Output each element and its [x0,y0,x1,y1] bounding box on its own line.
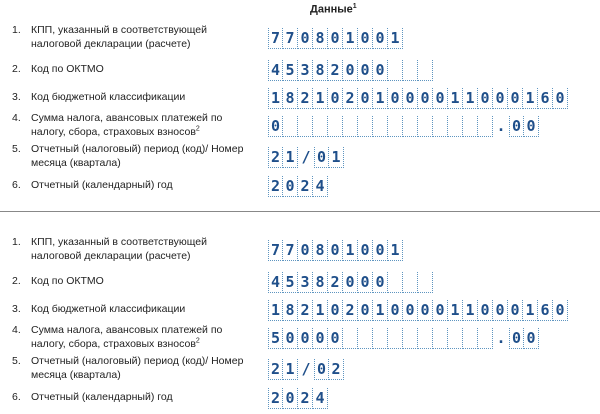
row-label [31,90,256,104]
period-cell[interactable]: 1 [283,147,298,168]
period-cell[interactable]: 1 [329,147,344,168]
tax-amount-cell[interactable] [358,116,373,137]
kbk-cell[interactable]: 1 [313,88,328,109]
tax-amount-cell[interactable] [433,328,448,349]
kpp-cell[interactable]: 7 [283,28,298,49]
period-cell[interactable]: 0 [314,147,329,168]
year-cell[interactable]: 4 [313,388,328,409]
tax-amount-cell[interactable] [298,116,313,137]
year-cell[interactable]: 2 [298,388,313,409]
year-cell[interactable]: 4 [313,176,328,197]
form-row-kbk [0,296,600,326]
oktmo-cell[interactable]: 4 [268,60,283,81]
tax-amount-cell[interactable] [388,116,403,137]
tax-amount-cell[interactable] [328,116,343,137]
period-cell[interactable]: 0 [314,359,329,380]
tax-amount-cell[interactable] [373,328,388,349]
row-label [31,354,256,382]
data-column-header [310,3,357,16]
row-label [31,62,256,76]
row-number: 3. [12,91,21,103]
kbk-cell[interactable]: 0 [388,300,403,321]
oktmo-cell[interactable] [403,60,418,81]
form-row-kpp [0,24,600,54]
row-label-text: Отчетный (налоговый) период (код)/ Номер месяца (квартала) [31,355,244,381]
row-label [31,178,256,192]
kpp-cell[interactable]: 7 [268,28,283,49]
form-row-year [0,172,600,202]
kbk-cell[interactable]: 1 [268,300,283,321]
row-label-text: Код бюджетной классификации [31,303,186,315]
kbk-cell[interactable]: 1 [313,300,328,321]
section-divider [0,211,600,212]
form-row-period [0,143,600,173]
kbk-cell[interactable]: 8 [283,300,298,321]
oktmo-cell[interactable]: 0 [358,272,373,293]
kpp-cell[interactable]: 7 [283,240,298,261]
oktmo-cell[interactable] [418,272,433,293]
kbk-cell[interactable]: 0 [433,88,448,109]
row-number: 2. [12,275,21,287]
kbk-cell[interactable]: 1 [268,88,283,109]
cell-separator: / [301,148,311,166]
form-row-kbk [0,84,600,114]
kbk-cell[interactable]: 0 [418,88,433,109]
tax-amount-cell[interactable] [313,116,328,137]
tax-amount-cell[interactable]: 0 [509,116,524,137]
row-label-text: КПП, указанный в соответствующей налоговой декларации (расчете) [31,236,207,262]
kbk-cell[interactable]: 0 [553,88,568,109]
row-number: 4. [12,112,21,124]
kpp-cell[interactable]: 1 [343,28,358,49]
tax-amount-cell[interactable]: 0 [328,328,343,349]
kbk-cell[interactable]: 0 [403,88,418,109]
year-cells [268,173,328,197]
tax-amount-cell[interactable] [343,116,358,137]
tax-amount-cell[interactable] [418,116,433,137]
tax-amount-cell[interactable]: 0 [268,116,283,137]
oktmo-cells [268,269,433,293]
kbk-cell[interactable]: 0 [508,88,523,109]
kbk-cell[interactable]: 0 [358,300,373,321]
form-row-year [0,384,600,414]
kbk-cell[interactable]: 0 [358,88,373,109]
tax-amount-cell[interactable]: 0 [283,328,298,349]
kpp-cell[interactable]: 8 [313,240,328,261]
period-cells [268,144,344,168]
kbk-cell[interactable]: 0 [508,300,523,321]
oktmo-cell[interactable]: 0 [343,272,358,293]
kpp-cell[interactable]: 0 [328,28,343,49]
kbk-cell[interactable]: 0 [493,88,508,109]
kbk-cell[interactable]: 0 [328,300,343,321]
oktmo-cell[interactable]: 3 [298,272,313,293]
kpp-cell[interactable]: 7 [268,240,283,261]
year-cells [268,385,328,409]
row-number: 5. [12,143,21,155]
row-label [31,142,256,170]
tax-amount-cell[interactable]: 0 [313,328,328,349]
oktmo-cell[interactable]: 3 [298,60,313,81]
kbk-cell[interactable]: 1 [523,88,538,109]
kbk-cell[interactable]: 0 [388,88,403,109]
row-label-text: Код бюджетной классификации [31,91,186,103]
row-number: 3. [12,303,21,315]
tax-amount-cell[interactable] [478,116,493,137]
row-number: 6. [12,391,21,403]
period-cell[interactable]: 2 [268,147,283,168]
kbk-cell[interactable]: 1 [448,88,463,109]
oktmo-cell[interactable] [418,60,433,81]
tax-amount-cell[interactable]: 0 [524,116,539,137]
tax-amount-cell[interactable] [448,328,463,349]
kbk-cell[interactable]: 0 [418,300,433,321]
kpp-cells [268,237,403,261]
tax-amount-cell[interactable] [478,328,493,349]
kbk-cell[interactable]: 0 [433,300,448,321]
kpp-cell[interactable]: 0 [298,240,313,261]
year-cell[interactable]: 2 [268,176,283,197]
period-cell[interactable]: 2 [268,359,283,380]
row-label-text: Сумма налога, авансовых платежей по налогу, сбора, страховых взносов [31,324,223,350]
year-cell[interactable]: 2 [268,388,283,409]
kpp-cell[interactable]: 1 [388,28,403,49]
kbk-cell[interactable]: 0 [493,300,508,321]
kpp-cell[interactable]: 1 [343,240,358,261]
oktmo-cell[interactable] [403,272,418,293]
oktmo-cell[interactable]: 0 [358,60,373,81]
tax-amount-cell[interactable] [448,116,463,137]
data-column-title: Данные [310,3,353,16]
year-cell[interactable]: 2 [298,176,313,197]
tax-amount-cells [268,113,539,137]
kpp-cell[interactable]: 0 [328,240,343,261]
row-label [31,235,256,263]
row-label-text: Код по ОКТМО [31,275,104,287]
form-row-tax-amount [0,112,600,142]
kbk-cell[interactable]: 1 [523,300,538,321]
kbk-cell[interactable]: 2 [298,88,313,109]
kbk-cell[interactable]: 2 [343,88,358,109]
form-row-tax-amount [0,324,600,354]
oktmo-cell[interactable]: 8 [313,272,328,293]
row-label-text: Отчетный (налоговый) период (код)/ Номер месяца (квартала) [31,143,244,169]
oktmo-cell[interactable]: 0 [343,60,358,81]
oktmo-cell[interactable]: 8 [313,60,328,81]
kbk-cell[interactable]: 6 [538,88,553,109]
kpp-cell[interactable]: 1 [388,240,403,261]
footnote-mark: 2 [195,125,200,133]
form-row-oktmo [0,56,600,86]
oktmo-cell[interactable]: 4 [268,272,283,293]
year-cell[interactable]: 0 [283,388,298,409]
tax-amount-cell[interactable] [403,328,418,349]
form-row-oktmo [0,268,600,298]
kbk-cell[interactable]: 0 [328,88,343,109]
oktmo-cell[interactable]: 2 [328,272,343,293]
oktmo-cell[interactable] [388,60,403,81]
tax-amount-cell[interactable]: 5 [268,328,283,349]
kbk-cell[interactable]: 0 [553,300,568,321]
kbk-cell[interactable]: 0 [478,88,493,109]
row-number: 1. [12,236,21,248]
period-cell[interactable]: 2 [329,359,344,380]
kbk-cell[interactable]: 1 [463,88,478,109]
tax-amount-cell[interactable]: 0 [509,328,524,349]
data-column-footnote-mark: 1 [352,3,357,10]
footnote-mark: 2 [195,337,200,345]
cell-separator: / [301,360,311,378]
period-cell[interactable]: 1 [283,359,298,380]
oktmo-cell[interactable]: 2 [328,60,343,81]
tax-amount-cell[interactable] [373,116,388,137]
kpp-cell[interactable]: 0 [373,28,388,49]
kpp-cell[interactable]: 0 [358,28,373,49]
kpp-cell[interactable]: 0 [358,240,373,261]
kbk-cell[interactable]: 6 [538,300,553,321]
kbk-cells [268,297,568,321]
row-label-text: Отчетный (календарный) год [31,391,173,403]
kpp-cell[interactable]: 0 [373,240,388,261]
tax-amount-cell[interactable] [418,328,433,349]
kpp-cell[interactable]: 0 [298,28,313,49]
row-label [31,111,256,139]
kbk-cell[interactable]: 1 [463,300,478,321]
kbk-cell[interactable]: 1 [373,300,388,321]
row-number: 1. [12,24,21,36]
kbk-cell[interactable]: 0 [403,300,418,321]
tax-amount-cell[interactable] [343,328,358,349]
row-number: 4. [12,324,21,336]
kbk-cells [268,85,568,109]
oktmo-cell[interactable] [388,272,403,293]
kbk-cell[interactable]: 2 [343,300,358,321]
kbk-cell[interactable]: 1 [448,300,463,321]
tax-amount-cell[interactable] [283,116,298,137]
year-cell[interactable]: 0 [283,176,298,197]
row-label [31,274,256,288]
cell-separator: . [496,117,506,135]
tax-amount-cell[interactable]: 0 [298,328,313,349]
tax-amount-cell[interactable] [463,328,478,349]
row-label-text: Код по ОКТМО [31,63,104,75]
row-number: 2. [12,63,21,75]
kbk-cell[interactable]: 0 [478,300,493,321]
tax-amount-cell[interactable] [403,116,418,137]
kbk-cell[interactable]: 2 [298,300,313,321]
kpp-cell[interactable]: 8 [313,28,328,49]
period-cells [268,356,344,380]
row-label [31,302,256,316]
row-label [31,23,256,51]
row-label-text: КПП, указанный в соответствующей налоговой декларации (расчете) [31,24,207,50]
row-label-text: Отчетный (календарный) год [31,179,173,191]
kbk-cell[interactable]: 8 [283,88,298,109]
tax-amount-cell[interactable] [433,116,448,137]
tax-amount-cell[interactable] [388,328,403,349]
kbk-cell[interactable]: 1 [373,88,388,109]
row-number: 5. [12,355,21,367]
row-label-text: Сумма налога, авансовых платежей по налогу, сбора, страховых взносов [31,112,223,138]
oktmo-cell[interactable]: 0 [373,272,388,293]
oktmo-cell[interactable]: 0 [373,60,388,81]
tax-amount-cells [268,325,539,349]
tax-amount-cell[interactable] [463,116,478,137]
oktmo-cell[interactable]: 5 [283,272,298,293]
form-row-kpp [0,236,600,266]
form-row-period [0,355,600,385]
row-label [31,323,256,351]
kpp-cells [268,25,403,49]
row-number: 6. [12,179,21,191]
cell-separator: . [496,329,506,347]
tax-amount-cell[interactable]: 0 [524,328,539,349]
row-label [31,390,256,404]
oktmo-cell[interactable]: 5 [283,60,298,81]
tax-amount-cell[interactable] [358,328,373,349]
oktmo-cells [268,57,433,81]
